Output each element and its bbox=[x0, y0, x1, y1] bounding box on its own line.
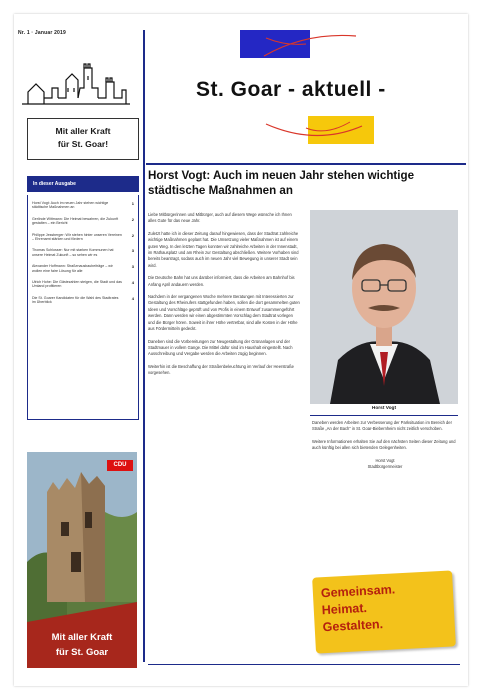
toc-item-text: Gerlinde Wittmann: Die Heimat bewahren, die Zukunft gestalten – ein Bericht bbox=[32, 216, 119, 226]
toc-item-text: Alexander Hoffmann: Straßenausbaubeiträge – wir wollen eine faire Lösung für alle bbox=[32, 264, 113, 273]
slogan-line-2: Heimat. bbox=[321, 600, 368, 618]
masthead-rule bbox=[146, 163, 466, 165]
table-of-contents bbox=[27, 195, 139, 420]
toc-item[interactable] bbox=[32, 217, 134, 226]
slogan-badge bbox=[312, 570, 456, 653]
article-paragraph: Weiterhin ist die Beschaffung der Straßenbeleuchtung im Verlauf der Heerstraße vorgesehen. bbox=[148, 363, 294, 376]
toc-item-text: Die St. Goarer Kandidaten für die Wahl des Stadtrates im Überblick bbox=[32, 295, 119, 305]
toc-item-text: Thomas Schlosser: Nur mit starken Kommunen hat unsere Heimat Zukunft – so sehen wir es bbox=[32, 248, 114, 257]
poster-line-1: Mit aller Kraft bbox=[51, 632, 113, 643]
article-paragraph: Zuletzt hatte ich in dieser Zeitung darauf hingewiesen, dass der Stadtrat zahlreiche wichtige Maßnahmen geplant hat. Die Umsetzung vieler Maßnahmen ist auf einem guten Weg. In den letzten Tagen konnten wir zahlreiche Arbeiten in der Innenstadt, im Rathausplatz und am Rhein zur Gestaltung abschließen. Weitere Vorhaben sind bereits beantragt, sodass auch im neuen Jahr viel Bewegung in unserer Stadt sein wird. bbox=[148, 230, 299, 268]
photo-caption: Horst Vogt bbox=[371, 406, 397, 411]
cdu-badge: CDU bbox=[107, 460, 133, 471]
toc-item[interactable] bbox=[32, 264, 134, 273]
masthead-title: St. Goar - aktuell - bbox=[196, 78, 386, 101]
toc-item[interactable] bbox=[32, 233, 134, 242]
signature-name: Horst Vogt bbox=[375, 457, 395, 463]
article-paragraph: Daneben sind die Vorbereitungen zur Neugestaltung der Grünanlagen und der Stadtmauer in vollem Gange. Die Mittel dafür sind im Haushalt eingestellt. Nach Ausschreibung und Vergabe werden die Arbeiten zügig beginnen. bbox=[148, 338, 293, 357]
signature-role: Stadtbürgermeister bbox=[367, 464, 403, 470]
slogan-line-1: Gemeinsam. bbox=[320, 582, 396, 601]
toc-heading: In dieser Ausgabe bbox=[27, 176, 139, 192]
motto-line-2: für St. Goar! bbox=[57, 139, 109, 149]
article-paragraph: Die Deutsche Bahn hat uns darüber informiert, dass die Arbeiten am Bahnhof bis Anfang April andauern werden. bbox=[148, 275, 295, 287]
toc-item-page: 2 bbox=[131, 232, 134, 238]
toc-item-text: Philippe Jessberger: Wir stehen hinter unseren Vereinen – Ehrenamt stärken und fördern bbox=[32, 232, 122, 242]
motto-box bbox=[27, 118, 139, 160]
issue-line: Nr. 1 · Januar 2019 bbox=[18, 30, 66, 36]
campaign-poster bbox=[27, 452, 137, 668]
castle-skyline-icon bbox=[18, 58, 134, 110]
masthead bbox=[146, 26, 466, 156]
toc-item-page: 4 bbox=[131, 295, 134, 301]
bottom-rule bbox=[148, 664, 460, 665]
motto-line-1: Mit aller Kraft bbox=[55, 126, 111, 136]
toc-item[interactable] bbox=[32, 248, 134, 257]
article-column-1 bbox=[148, 212, 300, 664]
toc-item-page: 3 bbox=[131, 264, 134, 270]
article-paragraph: Weitere Informationen erhalten Sie auf den nächsten Seiten dieser Zeitung und auch künftig bei allen sich bietenden Gelegenheiten. bbox=[312, 438, 456, 451]
caption-rule bbox=[310, 415, 458, 416]
slogan-line-3: Gestalten. bbox=[322, 617, 384, 635]
article-paragraph: Nachdem in der vergangenen Woche mehrere Beratungen mit Interessierten zur Gestaltung des Rheinufers stattgefunden haben, sollen die dort gesammelten guten Ideen und Vorschläge geprüft und von Profis in einem Entwurf zusammengeführt werden. Dann werden wir einen abgestimmten Vorschlag dem Stadtrat vorlegen und die Bürger hören. Soweit in ihrer Höhe vertretbar, sind alle Kosten in der Höhe aus Fördermitteln gedeckt. bbox=[148, 294, 300, 332]
toc-item-page: 2 bbox=[131, 216, 134, 222]
article-paragraph: Liebe Mitbürgerinnen und Mitbürger, auch auf diesem Wege wünsche ich Ihnen alles Gute für das neue Jahr. bbox=[148, 212, 292, 224]
toc-item-page: 3 bbox=[131, 248, 134, 254]
toc-item-page: 1 bbox=[131, 201, 134, 206]
portrait-photo bbox=[310, 210, 458, 404]
toc-item[interactable] bbox=[32, 280, 134, 289]
article-column-2 bbox=[312, 420, 458, 470]
article-headline: Horst Vogt: Auch im neuen Jahr stehen wichtige städtische Maßnahmen an bbox=[148, 169, 415, 197]
toc-item-text: Ulrich Hohe: Die Gästezahlen steigen, die Stadt und das Umland profitieren bbox=[32, 280, 122, 289]
toc-item[interactable] bbox=[32, 296, 134, 305]
toc-item-page: 4 bbox=[131, 280, 134, 286]
poster-line-2: für St. Goar bbox=[55, 647, 109, 658]
article-paragraph: Daneben werden Arbeiten zur Verbesserung der Parksituation im Bereich der Straße „An der Bach“ in St. Goar-Biebernheim nicht zeitlich verschoben. bbox=[312, 420, 452, 432]
toc-item-text: Horst Vogt: Auch im neuen Jahr stehen wichtige städtische Maßnahmen an bbox=[32, 201, 109, 210]
toc-item[interactable] bbox=[32, 201, 134, 210]
portrait-image bbox=[310, 210, 458, 404]
column-divider bbox=[143, 30, 145, 662]
